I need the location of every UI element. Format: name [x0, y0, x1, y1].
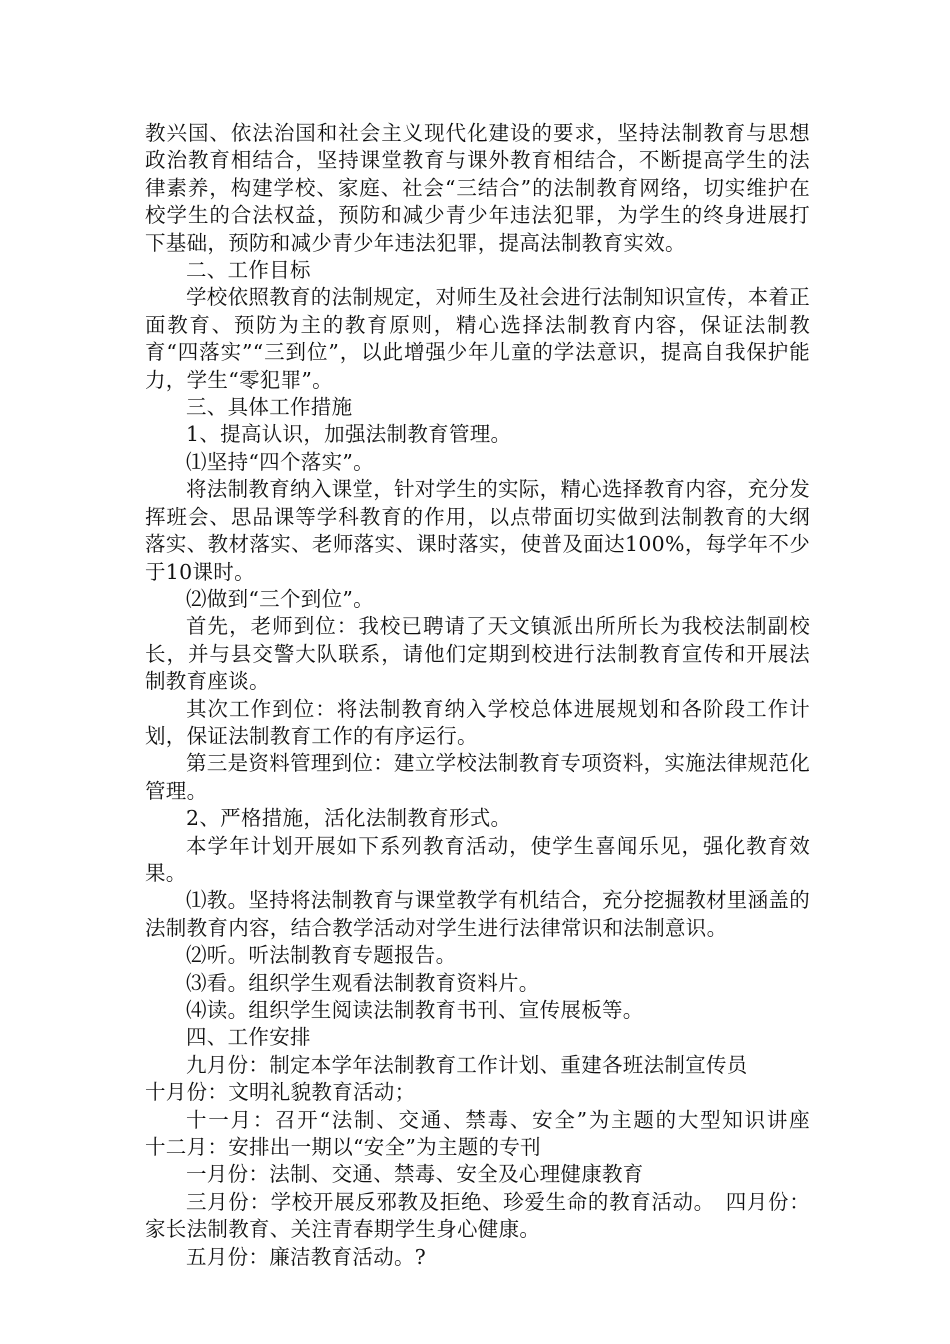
paragraph: 将法制教育纳入课堂，针对学生的实际，精心选择教育内容，充分发挥班会、思品课等学科教育的作用，以点带面切实做到法制教育的大纲落实、教材落实、老师落实、课时落实，使普及面达100%，每学年不少于10课时。: [145, 477, 810, 584]
schedule-item: 十一月：召开“法制、交通、禁毒、安全”为主题的大型知识讲座 十二月：安排出一期以“安全”为主题的专刊: [145, 1107, 831, 1160]
paragraph: 第三是资料管理到位：建立学校法制教育专项资料，实施法律规范化管理。: [145, 751, 810, 803]
section-heading-measures: 三、具体工作措施: [186, 395, 353, 420]
section-heading-goals: 二、工作目标: [186, 258, 311, 283]
list-item: ⑵听。听法制教育专题报告。: [186, 943, 457, 968]
document-body: [145, 120, 831, 1271]
paragraph: 其次工作到位：将法制教育纳入学校总体进展规划和各阶段工作计划，保证法制教育工作的有序运行。: [145, 696, 810, 748]
list-item: ⑶看。组织学生观看法制教育资料片。: [186, 970, 540, 995]
section-heading-schedule: 四、工作安排: [186, 1025, 311, 1050]
schedule-item: 九月份：制定本学年法制教育工作计划、重建各班法制宣传员: [186, 1052, 748, 1077]
paragraph: 本学年计划开展如下系列教育活动，使学生喜闻乐见，强化教育效果。: [145, 833, 810, 885]
subheading: 1、提高认识，加强法制教育管理。: [186, 422, 512, 447]
schedule-item: 三月份：学校开展反邪教及拒绝、珍爱生命的教育活动。 四月份：家长法制教育、关注青春期学生身心健康。: [145, 1189, 810, 1242]
list-item: ⑷读。组织学生阅读法制教育书刊、宣传展板等。: [186, 998, 644, 1022]
schedule-item: 五月份：廉洁教育活动。?: [186, 1244, 427, 1269]
subheading: 2、严格措施，活化法制教育形式。: [186, 806, 512, 831]
list-item: ⑴坚持“四个落实”。: [186, 449, 374, 474]
list-item: ⑵做到“三个到位”。: [186, 586, 374, 611]
paragraph: 首先，老师到位：我校已聘请了天文镇派出所所长为我校法制副校长，并与县交警大队联系，请他们定期到校进行法制教育宣传和开展法制教育座谈。: [145, 614, 810, 694]
paragraph: 教兴国、依法治国和社会主义现代化建设的要求，坚持法制教育与思想政治教育相结合，坚持课堂教育与课外教育相结合，不断提高学生的法律素养，构建学校、家庭、社会“三结合”的法制教育网络，切实维护在校学生的合法权益，预防和减少青少年违法犯罪，为学生的终身进展打下基础，预防和减少青少年违法犯罪，提高法制教育实效。: [145, 121, 810, 255]
schedule-item: 十月份：文明礼貌教育活动；: [145, 1080, 416, 1105]
paragraph: 学校依照教育的法制规定，对师生及社会进行法制知识宣传，本着正面教育、预防为主的教育原则，精心选择法制教育内容，保证法制教育“四落实”“三到位”，以此增强少年儿童的学法意识，提高自我保护能力，学生“零犯罪”。: [145, 285, 810, 392]
schedule-item: 一月份：法制、交通、禁毒、安全及心理健康教育: [186, 1162, 644, 1187]
list-item: ⑴教。坚持将法制教育与课堂教学有机结合，充分挖掘教材里涵盖的法制教育内容，结合教学活动对学生进行法律常识和法制意识。: [145, 888, 810, 940]
